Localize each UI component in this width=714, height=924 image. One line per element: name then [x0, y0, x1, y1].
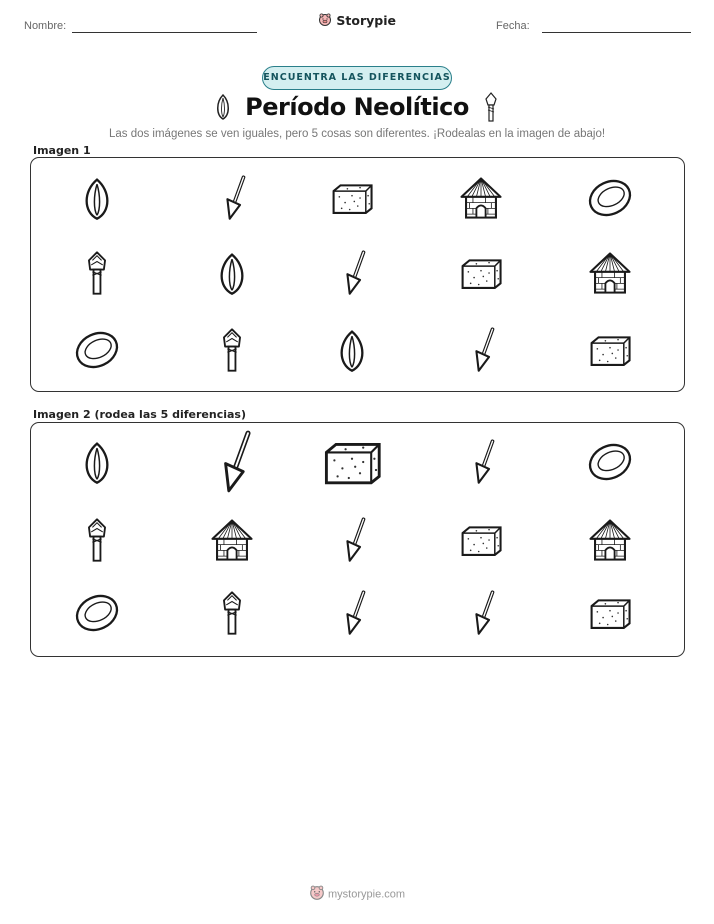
- footer: [0, 885, 714, 904]
- date-line[interactable]: [542, 32, 691, 33]
- stone-block-icon[interactable]: [587, 590, 633, 636]
- seed-icon: [209, 250, 255, 296]
- stone-block-icon: [587, 327, 633, 373]
- hut-icon: [587, 250, 633, 296]
- hut-icon[interactable]: [209, 517, 255, 563]
- page-title: Período Neolítico: [245, 93, 469, 121]
- date-label: Fecha:: [496, 20, 530, 32]
- trowel-icon[interactable]: [329, 590, 375, 636]
- hut-icon[interactable]: [587, 517, 633, 563]
- torch-icon[interactable]: [209, 590, 255, 636]
- activity-badge: ENCUENTRA LAS DIFERENCIAS: [262, 66, 452, 90]
- flat-stone-icon: [587, 175, 633, 221]
- trowel-icon: [458, 327, 504, 373]
- seed-icon: [329, 327, 375, 373]
- torch-icon: [74, 250, 120, 296]
- torch-icon[interactable]: [74, 517, 120, 563]
- flat-stone-icon[interactable]: [74, 590, 120, 636]
- seed-icon: [74, 175, 120, 221]
- flat-stone-icon: [74, 327, 120, 373]
- trowel-icon: [209, 175, 255, 221]
- pig-mascot-icon: [309, 885, 325, 904]
- name-label: Nombre:: [24, 20, 67, 32]
- footer-url[interactable]: mystorypie.com: [328, 888, 406, 901]
- seed-icon[interactable]: [74, 439, 120, 485]
- stone-block-icon: [458, 250, 504, 296]
- hut-icon: [458, 175, 504, 221]
- stone-block-icon[interactable]: [458, 517, 504, 563]
- torch-icon: [483, 91, 499, 128]
- brand-name: Storypie: [336, 13, 396, 28]
- name-line[interactable]: [72, 32, 257, 33]
- trowel-icon[interactable]: [329, 517, 375, 563]
- trowel-icon[interactable]: [458, 590, 504, 636]
- trowel-icon[interactable]: [458, 439, 504, 485]
- pig-mascot-icon: [318, 13, 332, 30]
- torch-icon: [209, 327, 255, 373]
- instructions: Las dos imágenes se ven iguales, pero 5 cosas son diferentes. ¡Rodealas en la imagen de abajo!: [108, 128, 606, 140]
- image1-label: Imagen 1: [33, 144, 91, 157]
- image2-label: Imagen 2 (rodea las 5 diferencias): [33, 408, 247, 421]
- stone-block-icon: [329, 175, 375, 221]
- stone-block-icon[interactable]: [320, 430, 384, 494]
- trowel-icon[interactable]: [200, 430, 264, 494]
- trowel-icon: [329, 250, 375, 296]
- flat-stone-icon[interactable]: [587, 439, 633, 485]
- brand-logo: [0, 13, 714, 30]
